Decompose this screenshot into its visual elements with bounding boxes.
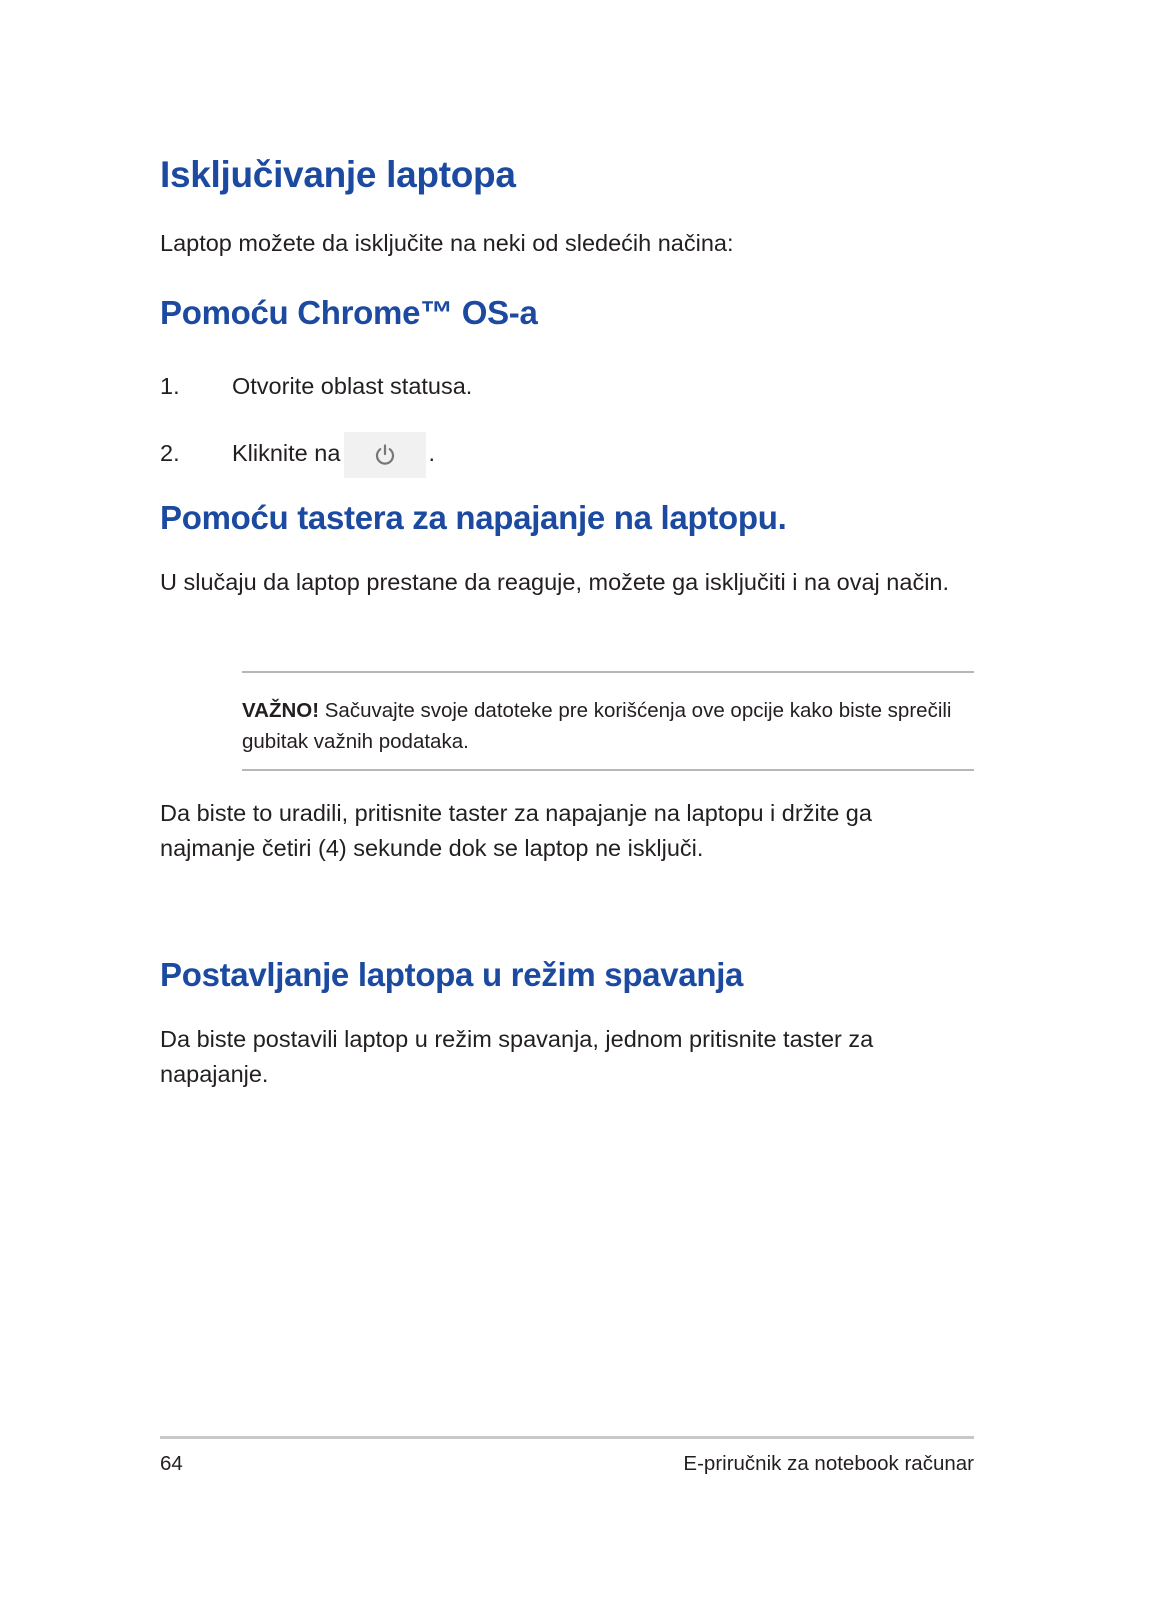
step-2	[160, 432, 435, 478]
page-title: Isključivanje laptopa	[160, 154, 516, 195]
page-number: 64	[160, 1452, 183, 1475]
sleep-mode-text: Da biste postavili laptop u režim spavanja, jednom pritisnite taster za napajanje.	[160, 1026, 874, 1087]
intro-text: Laptop možete da isključite na neki od sledećih načina:	[160, 230, 734, 256]
note-text: Sačuvajte svoje datoteke pre korišćenja ove opcije kako biste sprečili gubitak važnih podataka.	[242, 699, 952, 753]
power-key-heading: Pomoću tastera za napajanje na laptopu.	[160, 499, 787, 536]
note-label: VAŽNO!	[242, 699, 320, 722]
chrome-os-heading: Pomoću Chrome™ OS-a	[160, 294, 538, 331]
sleep-mode-heading: Postavljanje laptopa u režim spavanja	[160, 956, 744, 993]
power-icon	[373, 443, 397, 467]
power-key-intro: U slučaju da laptop prestane da reaguje, možete ga isključiti i na ovaj način.	[160, 569, 950, 595]
step-text: Kliknite na	[232, 440, 341, 467]
important-note	[242, 695, 962, 757]
power-button-illustration	[344, 432, 426, 478]
step-text: Otvorite oblast statusa.	[232, 373, 473, 399]
step-suffix: .	[428, 440, 435, 467]
important-note-box	[242, 671, 974, 771]
power-key-instruction: Da biste to uradili, pritisnite taster za napajanje na laptopu i držite ga najmanje četiri (4) sekunde dok se laptop ne isključi.	[160, 800, 872, 861]
document-title: E-priručnik za notebook računar	[683, 1452, 974, 1475]
step-number: 1.	[160, 373, 180, 399]
step-number: 2.	[160, 440, 180, 467]
footer-divider	[160, 1436, 974, 1439]
step-1	[160, 369, 472, 404]
